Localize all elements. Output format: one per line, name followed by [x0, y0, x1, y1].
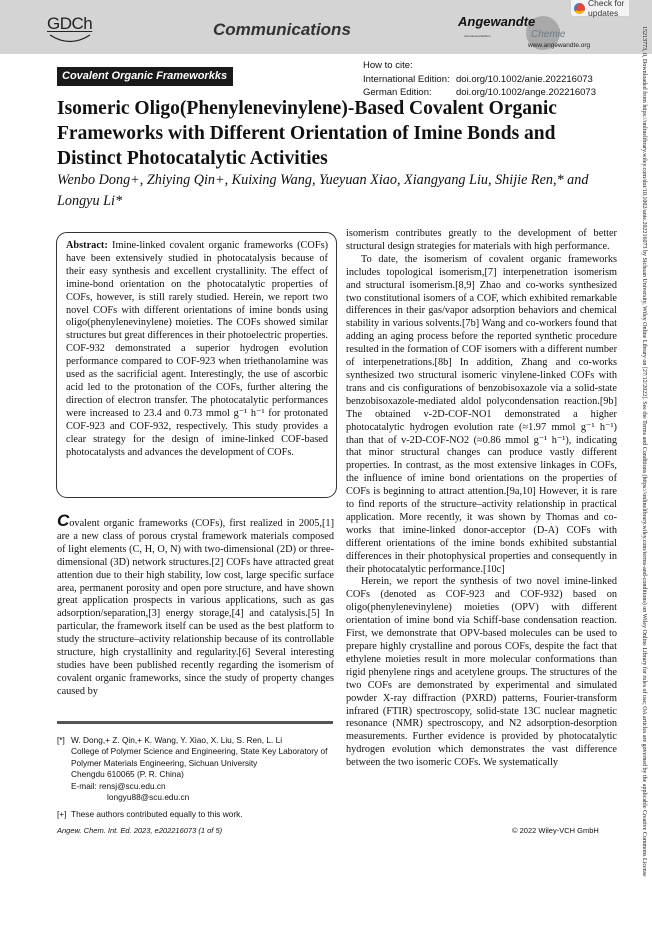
cite-row-international	[363, 73, 596, 87]
body-paragraph: To date, the isomerism of covalent organic frameworks includes topological isomerism,[7] interpenetration isomerism and structural isomerism.[8,9] Zhao and co-works synthesized two constitutional isomers of a COF, which exhibited remarkable differences in their gas/vapor adsorption behaviors and chemical stability in various solvents.[7b] Wang and co-workers found that adding an aging process before the reported synthetic procedure resulted in the formation of COF isomers with a different number of interpenetrations.[8b] In addition, Zhang and co-works synthesized two structural isomeric vinylene-linked COFs with trans and cis configurations of benzobisoxazole via a solid-state benzobisoxazole-mediated aldol polycondensation reaction.[9b] The obtained v-2D-COF-NO1 demonstrated a higher photocatalytic hydrogen evolution rate (≈1.97 mmol g⁻¹ h⁻¹) than that of v-2D-COF-NO2 (≈0.86 mmol g⁻¹ h⁻¹), indicating that minor structural changes can produce vastly different properties. In contrast, as the most extensive linkages in COFs, the influence of imine bond orientations on the properties of COFs is beginning to attract attention.[9a,10] However, it is rare to find reports of the structure–activity relationship in practical application. More recently, it was shown by Thomas and co-works that imine-linked donor-acceptor (D-A) COFs with different orientations of the imine bonds exhibited substantial differences in their photophysical properties and consequently in their photocatalytic performance.[10c]	[346, 253, 617, 575]
footer-copyright: © 2022 Wiley-VCH GmbH	[512, 826, 599, 835]
crossmark-icon	[574, 3, 585, 14]
body-column-left	[57, 511, 334, 699]
footnote-address: Chengdu 610065 (P. R. China)	[71, 769, 184, 780]
equal-contribution-footnote	[57, 809, 337, 820]
cite-label: International Edition:	[363, 73, 450, 85]
doi-link[interactable]: doi.org/10.1002/ange.202216073	[456, 87, 596, 98]
journal-edition: International Edition	[464, 34, 491, 38]
doi-link[interactable]: doi.org/10.1002/anie.202216073	[456, 73, 593, 85]
footnote-text: These authors contributed equally to this work.	[71, 809, 243, 820]
body-paragraph	[57, 511, 334, 699]
how-to-cite-heading: How to cite:	[363, 60, 413, 71]
section-title: Communications	[213, 20, 351, 39]
journal-name: Angewandte	[458, 14, 536, 29]
abstract-label: Abstract:	[66, 240, 108, 251]
body-text: ovalent organic frameworks (COFs), first realized in 2005,[1] are a new class of porous crystal framework materials composed of light elements (C, H, O, N) with two-dimensional (2D) or three-dimensional (3D) network structures.[2] COFs have attracted great attention due to their high stability, low cost, large specific surface area, permanent porosity and open pore structure, and have shown great application prospects in various applications, such as gas adsorption/separation,[3] energy storage,[4] and catalysis.[5] In particular, the framework itself can be used as the best platform to study the structure–activity relationship because of its controllable structure, high crystallinity and regularity.[6] Several interesting studies have been published recently regarding the isomerism of covalent organic frameworks, since the study of property changes caused by	[57, 518, 334, 697]
footer-citation: Angew. Chem. Int. Ed. 2023, e202216073 (1 of 5)	[57, 826, 223, 835]
download-notice-text[interactable]: 15213773, 0, Downloaded from https://onlinelibrary.wiley.com/doi/10.1002/anie.202216073 by Sichuan University, Wiley Online Library on [27/12/2022]. See the Terms and Conditions (https://onlinelibrary.wiley.com/terms-and-conditions) on Wiley Online Library for rules of use; OA articles are governed by the applicable Creative Commons License	[641, 26, 647, 877]
smile-arc-icon	[49, 34, 91, 44]
body-column-right	[346, 228, 617, 770]
category-tag: Covalent Organic Frameworkks	[57, 67, 233, 86]
body-paragraph: isomerism contributes greatly to the development of better structural design strategies for materials with high performance.	[346, 228, 617, 252]
footnote-divider	[57, 721, 333, 724]
footnote-email-1[interactable]: E-mail: rensj@scu.edu.cn	[71, 780, 166, 791]
body-paragraph: Herein, we report the synthesis of two novel imine-linked COFs (denoted as COF-923 and COF-932) based on oligo(phenylenevinylene) moieties (OPV) with different orientation of imine bond via Schiff-base condensation reaction. First, we demonstrate that OPV-based molecules can be used to prepare highly crystalline and porous COFs, despite the fact that ethylene moieties result in more molecular conformations than rigid phenylene rings and acetylene groups. The structures of the two COFs are demonstrated by experimental and simulated powder X-ray diffraction (PXRD) patterns, Fourier-transform infrared (FTIR) spectroscopy, solid-state 13C nuclear magnetic resonance (NMR) spectroscopy, and N2 adsorption-desorption measurements. Further evidence is provided by photocatalytic hydrogen evolution which demonstrates the vast difference between the two isomeric COFs. We systematically	[346, 576, 617, 769]
footnote-affiliation: College of Polymer Science and Engineering, State Key Laboratory of Polymer Materials Engineering, Sichuan University	[71, 746, 328, 768]
abstract-text	[66, 240, 328, 459]
journal-chemie: Chemie	[531, 29, 566, 40]
cite-label: German Edition:	[363, 87, 432, 98]
drop-cap: C	[57, 511, 70, 530]
download-notice-strip	[629, 0, 652, 929]
how-to-cite	[363, 59, 596, 100]
footnote-mark: [+]	[57, 809, 67, 820]
author-list: Wenbo Dong+, Zhiying Qin+, Kuixing Wang, Yueyuan Xiao, Xiangyang Liu, Shijie Ren,* and Longyu Li*	[57, 172, 589, 209]
abstract-box	[56, 232, 337, 498]
gdch-logo	[47, 14, 93, 44]
footnote-authors: W. Dong,+ Z. Qin,+ K. Wang, Y. Xiao, X. Liu, S. Ren, L. Li	[71, 735, 283, 745]
gdch-logo-text: GDCh	[47, 14, 93, 33]
journal-logo	[458, 14, 598, 54]
check-for-updates-label: Check for updates	[588, 0, 625, 18]
article-title: Isomeric Oligo(Phenylenevinylene)-Based Covalent Organic Frameworks with Different Orientation of Imine Bonds and Distinct Photocatalytic Activities	[57, 98, 557, 169]
footnotes	[57, 735, 337, 821]
affiliation-footnote	[57, 735, 337, 803]
footnote-email-2[interactable]: longyu88@scu.edu.cn	[107, 792, 190, 803]
journal-url[interactable]: www.angewandte.org	[528, 42, 591, 49]
abstract-body: Imine-linked covalent organic frameworks (COFs) have been extensively studied in photocatalysis because of their easy synthesis and excellent crystallinity. The effect of imine-bond orientation on the photocatalytic properties of COFs, however, is still rarely studied. Herein, we report two novel COFs with different orientations of imine bonds using oligo(phenylenevinylene) moieties. The COFs showed similar structures but great differences in their photoelectric properties. COF-932 demonstrated a superior hydrogen evolution performance compared to COF-923 when triethanolamine was used as the sacrificial agent. Interestingly, the use of ascorbic acid led to the protonation of the COFs, further altering the direction of electron transfer. The photocatalytic performances were increased to 23.4 and 0.73 mmol g⁻¹ h⁻¹ for protonated COF-923 and COF-932, respectively. This study provides a clear strategy for the design of imine-linked COF-based photocatalysts and advances the development of COFs.	[66, 240, 329, 458]
footnote-mark: [*]	[57, 735, 65, 745]
